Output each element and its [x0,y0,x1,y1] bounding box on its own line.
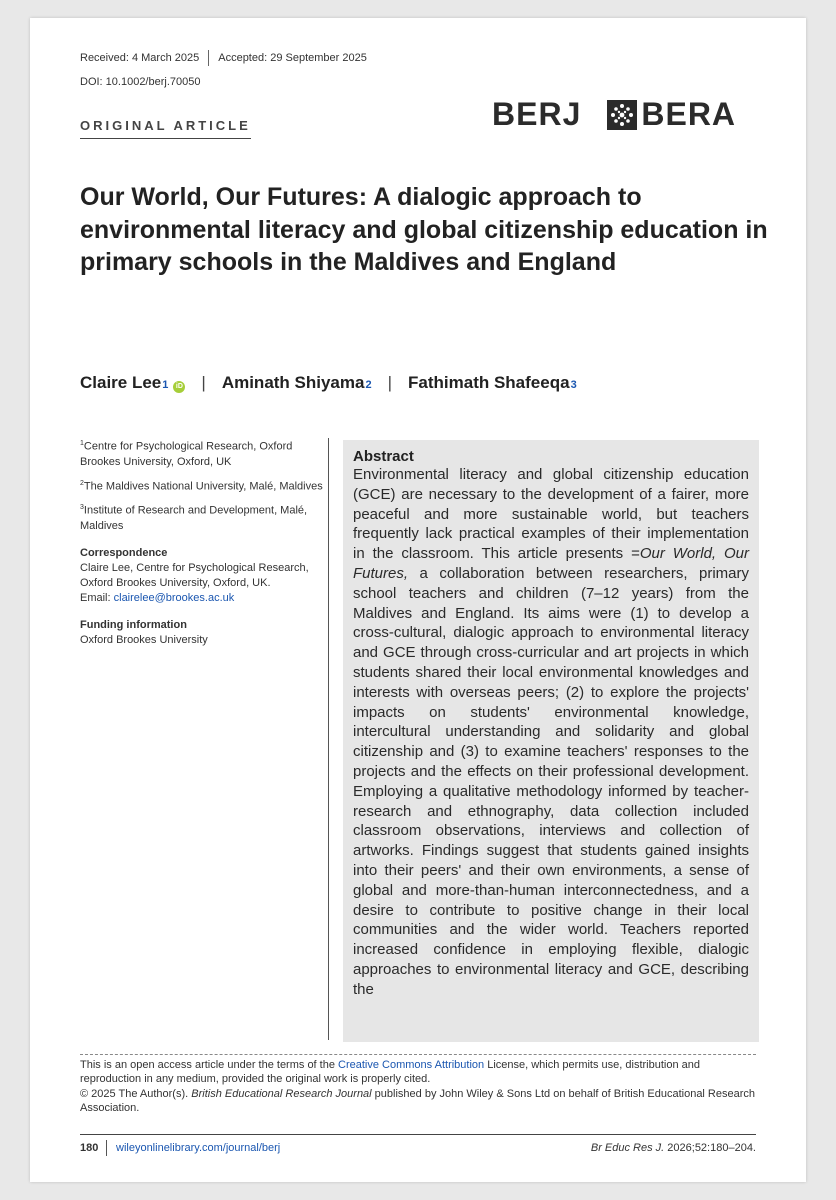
affiliation-text: Institute of Research and Development, Malé, Maldives [80,504,308,532]
footer-divider [80,1054,756,1055]
journal-logos [492,96,736,133]
accepted-date: Accepted: 29 September 2025 [218,52,367,64]
article-page [30,18,806,1182]
copyright-text [80,1087,756,1116]
journal-website-link[interactable]: wileyonlinelibrary.com/journal/berj [116,1142,281,1154]
article-info-sidebar [80,436,325,654]
license-text [80,1058,756,1087]
correspondence-text [80,561,325,606]
affiliation [80,436,325,470]
email-label: Email: [80,591,114,604]
copyright-part: published by John Wiley & Sons Ltd on behalf of British Educational Research Association. [80,1087,756,1114]
email-link[interactable]: clairelee@brookes.ac.uk [113,591,235,604]
affiliation-number: 3 [80,504,84,512]
doi: DOI: 10.1002/berj.70050 [80,76,201,88]
copyright-part: © 2025 The Author(s). [80,1087,192,1100]
author-name[interactable]: Aminath Shiyama [221,373,365,392]
bera-emblem-icon [607,100,637,130]
author-list [80,373,577,393]
affiliation-number: 1 [80,440,84,447]
article-title: Our World, Our Futures: A dialogic approach to environmental literacy and global citizenship education in primary schools in the Maldives and England [80,183,768,276]
bera-logo: BERA [641,96,737,132]
journal-abbrev: Br Educ Res J. [590,1142,665,1154]
abstract-text-part: a collaboration between researchers, primary school teachers and children (7–12 years) from the Maldives and England. Its aims were (1) to develop a cross-cultural, dialogic approach to environmental literacy and GCE through cross-curricular and art projects in which students shared their local environmental knowledges and interests with overseas peers; (2) to explore the projects' impacts on students' environmental knowledge, intercultural understanding and solidarity and global citizenship and (3) to examine teachers' responses to the projects and the effects on their professional development. Employing a qualitative methodology informed by teacher-research and ethnography, data collection included classroom observations, interviews and collection of artworks. Findings suggest that students gained insights into their peers' and their own environments, a sense of global and more-than-human interconnectedness, and a desire to contribute to positive change in their local communities and the wider world. Teachers reported increased confidence in employing flexible, dialogic approaches to environmental literacy and GCE, describing the [353,564,749,998]
funding-text: Oxford Brookes University [80,633,208,646]
citation [591,1142,756,1154]
affiliation-text: The Maldives National University, Malé, Maldives [83,480,323,493]
affiliation [80,476,325,495]
funding-heading: Funding information [80,618,187,631]
received-date: Received: 4 March 2025 [80,52,200,64]
author-affiliation-ref[interactable]: 2 [365,379,372,391]
abstract-heading: Abstract [353,448,414,465]
correspondence-heading: Correspondence [80,546,168,559]
footer-rule [80,1134,756,1135]
volume-pages: 2026;52:180–204. [664,1142,756,1154]
author-name[interactable]: Claire Lee [80,373,162,392]
license-notice [80,1058,756,1115]
license-text-part: License, which permits use, distribution and reproduction in any medium, provided the original work is properly cited. [80,1059,700,1086]
cc-license-link[interactable]: Creative Commons Attribution [338,1059,485,1071]
column-divider [328,438,329,1040]
divider [208,50,209,66]
abstract-text [353,465,749,1000]
affiliation-text: Centre for Psychological Research, Oxford Brookes University, Oxford, UK [80,440,293,468]
affiliation [80,500,325,534]
page-number: 180 [80,1142,99,1154]
berj-logo: BERJ [492,96,582,132]
project-title: Our World, Our Futures, [353,545,749,582]
orcid-icon[interactable]: iD [173,381,185,393]
submission-dates [80,50,367,66]
author-affiliation-ref[interactable]: 1 [162,379,169,391]
article-type: ORIGINAL ARTICLE [80,118,251,139]
divider [106,1140,107,1156]
correspondence-address: Claire Lee, Centre for Psychological Research, Oxford Brookes University, Oxford, UK. [80,561,309,589]
author-separator: | [387,373,393,392]
affiliation-number: 2 [80,479,84,487]
author-affiliation-ref[interactable]: 3 [570,379,577,391]
author-separator: | [201,373,206,392]
abstract-text-part: Environmental literacy and global citizenship education (GCE) are necessary to the development of a fairer, more peaceful and more sustainable world, but teachers frequently lack practical examples of their implementation in the classroom. This article presents = [353,466,749,563]
journal-name: British Educational Research Journal [191,1087,372,1100]
author-name[interactable]: Fathimath Shafeeqa [408,373,570,392]
license-text-part: This is an open access article under the terms of the [80,1059,339,1071]
abstract-box [343,440,759,1042]
